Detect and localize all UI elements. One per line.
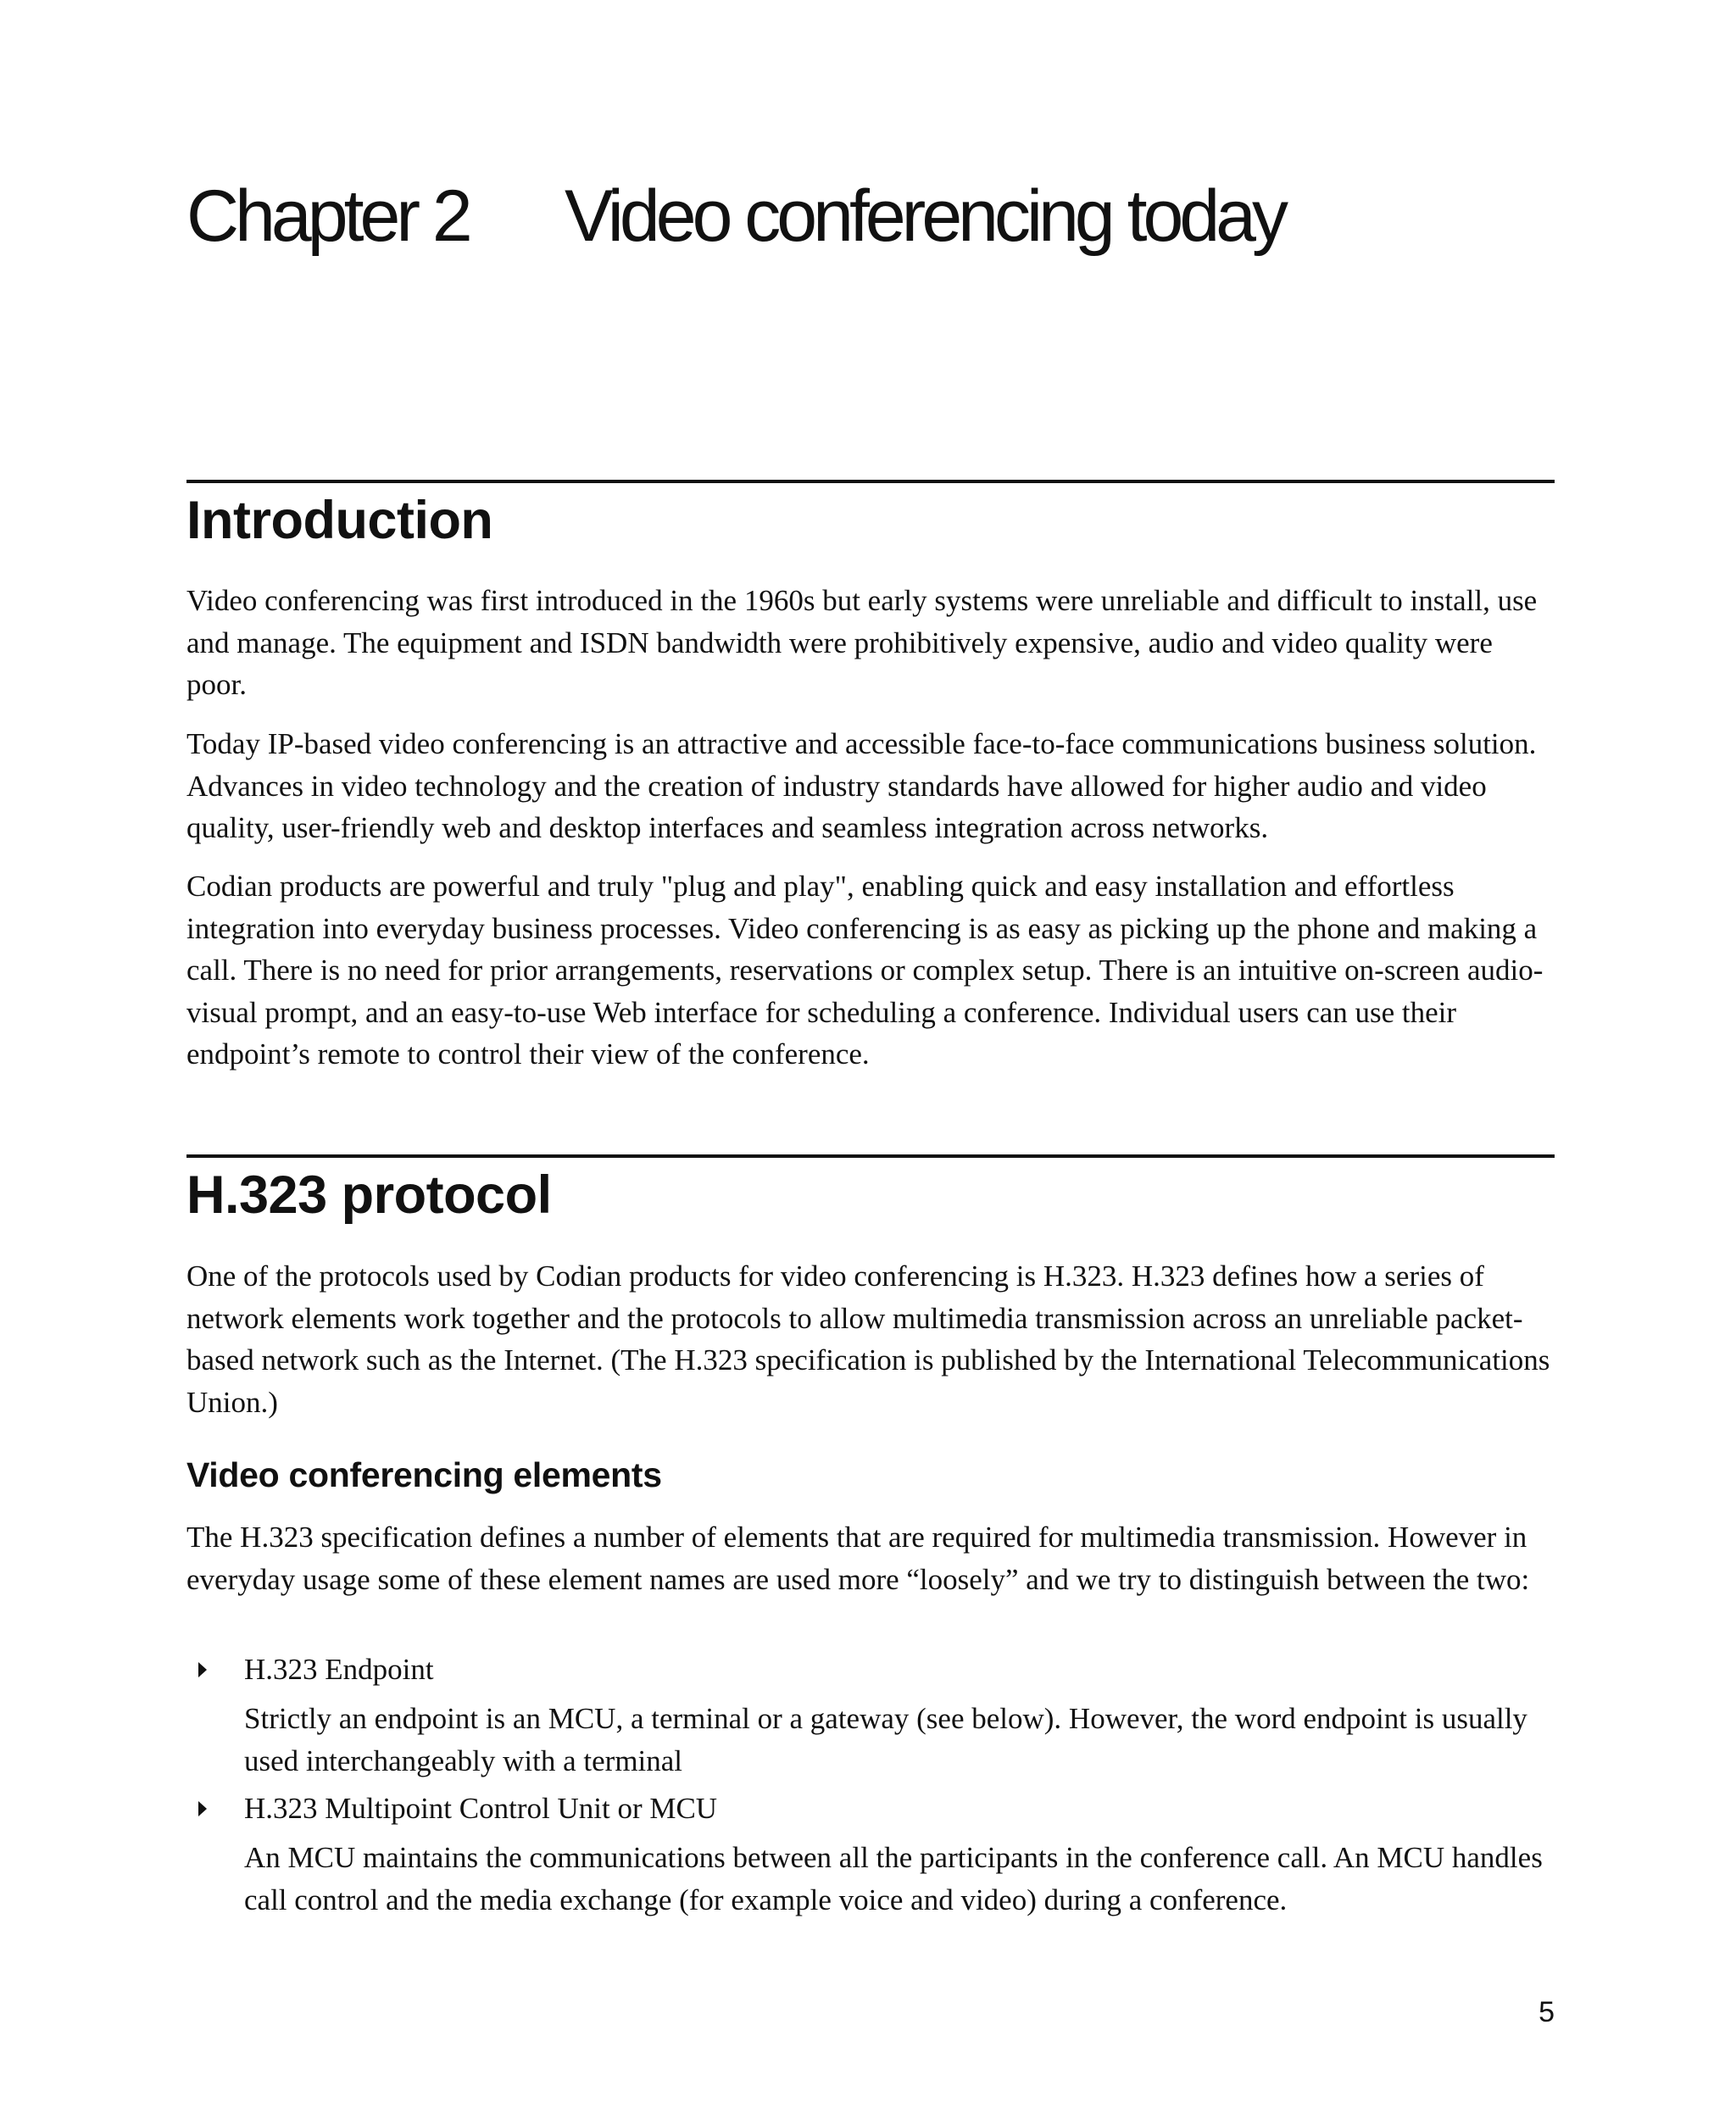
intro-paragraph-1: Video conferencing was first introduced in the 1960s but early systems were unreliable and difficult to install, use and manage. The equipment and ISDN bandwidth were prohibitively expensive, audio and video quality were poor. [186, 584, 1538, 701]
chapter-title: Video conferencing today [565, 175, 1285, 257]
subsection-title-elements: Video conferencing elements [186, 1455, 662, 1494]
bullet-arrow-icon [198, 1801, 207, 1816]
list-item-description: An MCU maintains the communications between all the participants in the conference call. An MCU handles call control and the media exchange (for example voice and video) during a conference. [244, 1841, 1543, 1916]
chapter-number: Chapter 2 [186, 175, 469, 257]
h323-paragraph-1: One of the protocols used by Codian products for video conferencing is H.323. H.323 defines how a series of network elements work together and the protocols to allow multimedia transmission across an unreliable packet-based network such as the Internet. (The H.323 specification is published by the International Telecommunications Union.) [186, 1260, 1550, 1419]
chapter-heading [186, 170, 1284, 263]
intro-paragraph-2: Today IP-based video conferencing is an attractive and accessible face-to-face communications business solution. Advances in video technology and the creation of industry standards have allowed for higher audio and video quality, user-friendly web and desktop interfaces and seamless integration across networks. [186, 727, 1537, 844]
section-divider [186, 1154, 1555, 1158]
section-divider [186, 480, 1555, 483]
list-item-label: H.323 Multipoint Control Unit or MCU [244, 1792, 718, 1825]
list-item-description: Strictly an endpoint is an MCU, a terminal or a gateway (see below). However, the word endpoint is usually used interchangeably with a terminal [244, 1702, 1527, 1777]
intro-paragraph-3: Codian products are powerful and truly "plug and play", enabling quick and easy installation and effortless integration into everyday business processes. Video conferencing is as easy as picking up the phone and making a call. There is no need for prior arrangements, reservations or complex setup. There is an intuitive on-screen audio-visual prompt, and an easy-to-use Web interface for scheduling a conference. Individual users can use their endpoint’s remote to control their view of the conference. [186, 870, 1544, 1071]
bullet-arrow-icon [198, 1662, 207, 1677]
elements-intro-paragraph: The H.323 specification defines a number of elements that are required for multimedia transmission. However in everyday usage some of these element names are used more “loosely” and we try to distinguish between the two: [186, 1521, 1530, 1596]
list-item-label: H.323 Endpoint [244, 1653, 434, 1686]
section-title-introduction: Introduction [186, 491, 493, 550]
page-number: 5 [1538, 1996, 1555, 2028]
section-title-h323: H.323 protocol [186, 1165, 552, 1225]
